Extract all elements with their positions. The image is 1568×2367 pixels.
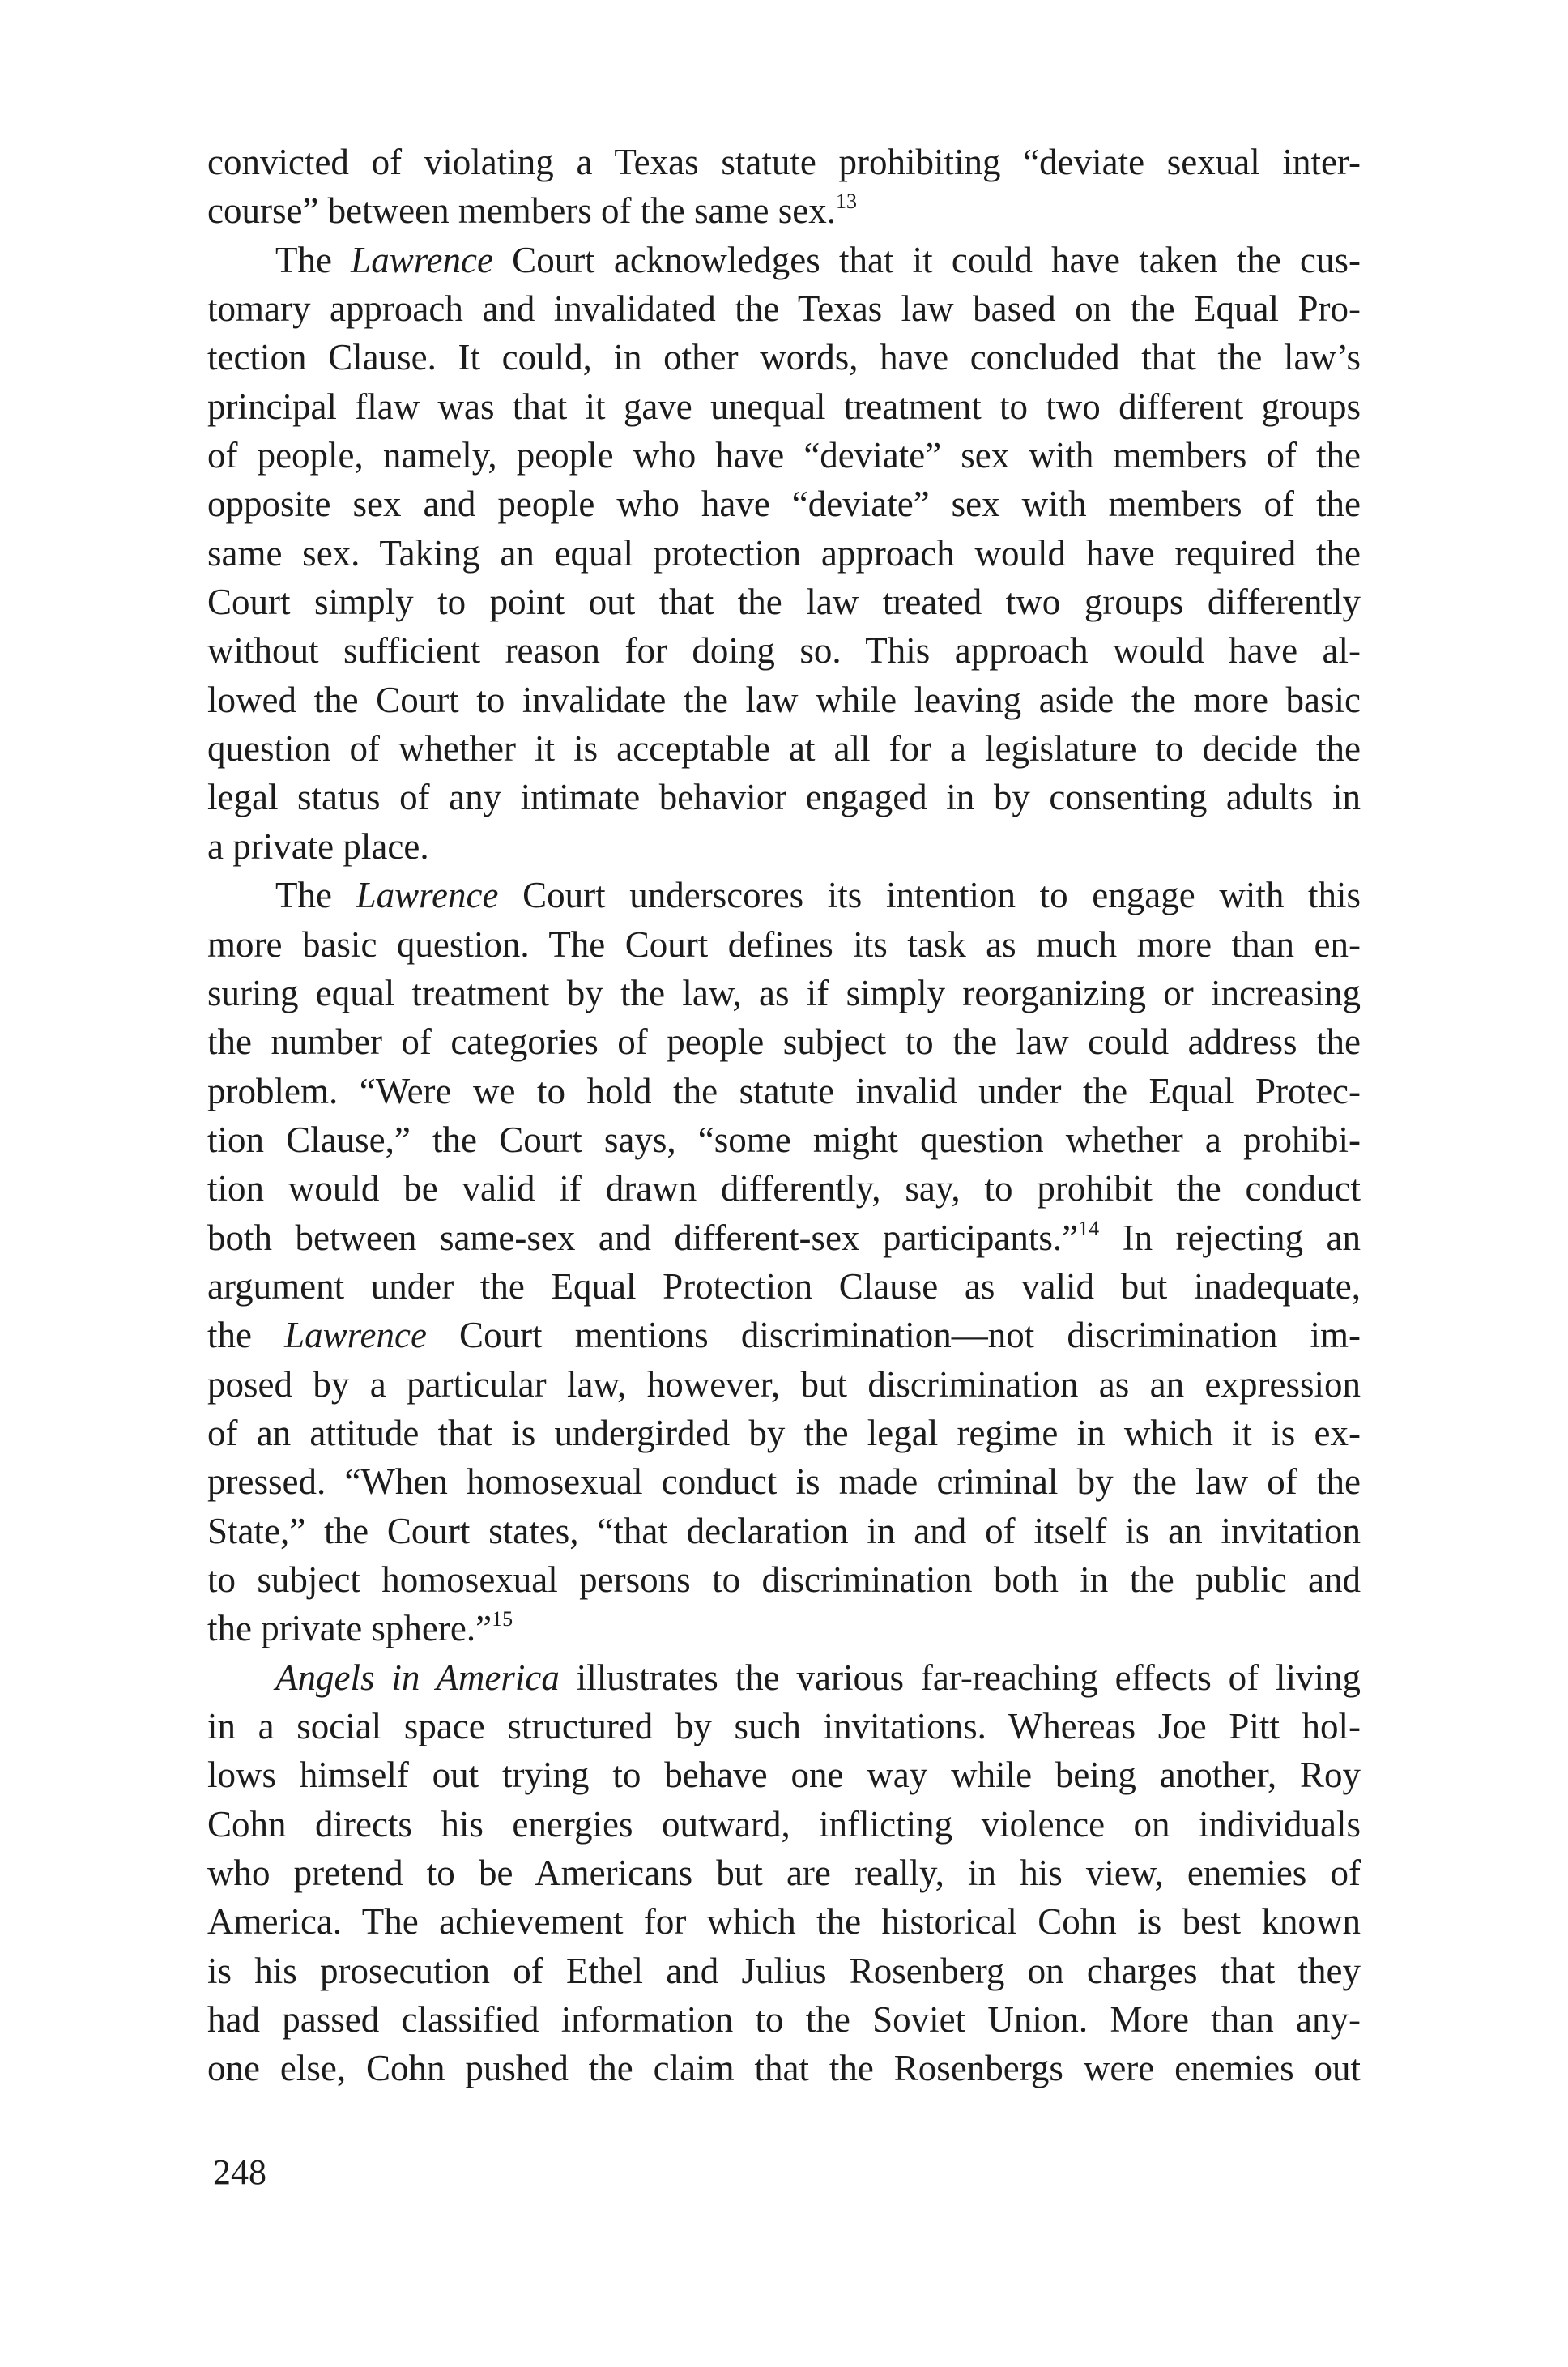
text-segment: Court underscores its intention to engage with this xyxy=(498,875,1361,916)
text-line xyxy=(207,1164,1361,1213)
text-line xyxy=(207,1555,1361,1604)
text-segment: who pretend to be Americans but are really, in his view, enemies of xyxy=(207,1853,1361,1894)
text-segment: lows himself out trying to behave one way while being another, Roy xyxy=(207,1755,1361,1796)
text-line xyxy=(207,1115,1361,1164)
text-line xyxy=(207,1360,1361,1409)
text-segment: argument under the Equal Protection Clause as valid but inadequate, xyxy=(207,1265,1361,1307)
text-segment: principal flaw was that it gave unequal treatment to two different groups xyxy=(207,386,1361,427)
text-segment: In rejecting an xyxy=(1099,1217,1361,1258)
text-line xyxy=(207,676,1361,724)
italic-text: Lawrence xyxy=(356,875,499,916)
text-line xyxy=(207,382,1361,431)
italic-text: Lawrence xyxy=(284,1315,427,1356)
text-segment: of an attitude that is undergirded by the legal regime in which it is ex- xyxy=(207,1412,1361,1453)
text-line xyxy=(207,1751,1361,1799)
text-line xyxy=(207,236,1361,284)
page-number: 248 xyxy=(213,2152,266,2192)
text-line xyxy=(207,1067,1361,1115)
text-segment: The xyxy=(275,875,356,916)
text-line xyxy=(207,1311,1361,1359)
text-line xyxy=(207,529,1361,578)
text-line xyxy=(207,1457,1361,1506)
text-line xyxy=(207,1213,1361,1262)
text-segment: course” between members of the same sex. xyxy=(207,190,836,232)
text-line xyxy=(207,1507,1361,1555)
text-line xyxy=(207,431,1361,480)
text-line xyxy=(207,138,1361,186)
text-line xyxy=(207,578,1361,626)
footnote-marker: 14 xyxy=(1078,1216,1100,1240)
text-segment: pressed. “When homosexual conduct is made criminal by the law of the xyxy=(207,1461,1361,1503)
text-line xyxy=(207,1017,1361,1066)
text-line xyxy=(207,1995,1361,2044)
text-segment: of people, namely, people who have “deviate” sex with members of the xyxy=(207,435,1361,476)
footnote-marker: 13 xyxy=(835,190,857,214)
text-line xyxy=(207,1409,1361,1457)
text-segment: America. The achievement for which the historical Cohn is best known xyxy=(207,1901,1361,1943)
text-segment: Court mentions discrimination—not discrimination im- xyxy=(426,1315,1361,1356)
text-segment: a private place. xyxy=(207,825,429,867)
text-line xyxy=(207,1262,1361,1311)
text-segment: legal status of any intimate behavior engaged in by consenting adults in xyxy=(207,777,1361,818)
text-segment: the number of categories of people subject to the law could address the xyxy=(207,1021,1361,1063)
text-segment: to subject homosexual persons to discrimination both in the public and xyxy=(207,1559,1361,1600)
text-segment: more basic question. The Court defines its task as much more than en- xyxy=(207,923,1361,965)
body-text xyxy=(207,138,1361,2093)
text-line xyxy=(207,1947,1361,1995)
text-segment: without sufficient reason for doing so. This approach would have al- xyxy=(207,630,1361,672)
text-line xyxy=(207,920,1361,969)
text-line xyxy=(207,186,1361,235)
text-line xyxy=(207,969,1361,1017)
text-line xyxy=(207,724,1361,773)
italic-text: Angels in America xyxy=(275,1657,560,1698)
text-segment: tion would be valid if drawn differently, say, to prohibit the conduct xyxy=(207,1168,1361,1209)
text-line xyxy=(207,1604,1361,1653)
text-line xyxy=(207,626,1361,675)
text-segment: question of whether it is acceptable at all for a legislature to decide the xyxy=(207,728,1361,770)
text-segment: is his prosecution of Ethel and Julius Rosenberg on charges that they xyxy=(207,1950,1361,1991)
text-line xyxy=(207,822,1361,871)
text-line xyxy=(207,284,1361,333)
text-segment: the xyxy=(207,1315,285,1356)
text-line xyxy=(207,773,1361,821)
text-line xyxy=(207,2044,1361,2092)
text-segment: both between same-sex and different-sex participants.” xyxy=(207,1217,1079,1258)
text-segment: opposite sex and people who have “deviate” sex with members of the xyxy=(207,484,1361,525)
text-segment: illustrates the various far-reaching effects of living xyxy=(559,1657,1361,1698)
text-segment: problem. “Were we to hold the statute invalid under the Equal Protec- xyxy=(207,1070,1361,1111)
text-line xyxy=(207,1653,1361,1702)
text-line xyxy=(207,480,1361,528)
text-segment: State,” the Court states, “that declaration in and of itself is an invitation xyxy=(207,1510,1361,1551)
text-segment: suring equal treatment by the law, as if simply reorganizing or increasing xyxy=(207,972,1361,1013)
text-segment: same sex. Taking an equal protection approach would have required the xyxy=(207,532,1361,574)
text-line xyxy=(207,333,1361,382)
text-line xyxy=(207,1800,1361,1849)
text-segment: tomary approach and invalidated the Texas law based on the Equal Pro- xyxy=(207,288,1361,330)
footnote-marker: 15 xyxy=(492,1607,513,1631)
text-segment: The xyxy=(275,239,352,280)
text-segment: in a social space structured by such invitations. Whereas Joe Pitt hol- xyxy=(207,1706,1361,1746)
text-segment: convicted of violating a Texas statute prohibiting “deviate sexual inter- xyxy=(207,142,1361,182)
text-line xyxy=(207,1897,1361,1946)
text-segment: had passed classified information to the Soviet Union. More than any- xyxy=(207,1999,1361,2041)
text-segment: lowed the Court to invalidate the law while leaving aside the more basic xyxy=(207,679,1361,720)
text-segment: posed by a particular law, however, but discrimination as an expression xyxy=(207,1363,1361,1405)
text-segment: one else, Cohn pushed the claim that the Rosenbergs were enemies out xyxy=(207,2048,1361,2089)
text-line xyxy=(207,1849,1361,1897)
text-segment: the private sphere.” xyxy=(207,1608,492,1649)
text-line xyxy=(207,871,1361,919)
text-segment: Court acknowledges that it could have taken the cus- xyxy=(492,239,1361,280)
text-segment: Cohn directs his energies outward, inflicting violence on individuals xyxy=(207,1803,1361,1845)
text-segment: tion Clause,” the Court says, “some might question whether a prohibi- xyxy=(207,1119,1361,1160)
italic-text: Lawrence xyxy=(351,239,493,280)
text-line xyxy=(207,1702,1361,1751)
text-segment: Court simply to point out that the law treated two groups differently xyxy=(207,582,1361,623)
text-segment: tection Clause. It could, in other words, have concluded that the law’s xyxy=(207,337,1361,378)
